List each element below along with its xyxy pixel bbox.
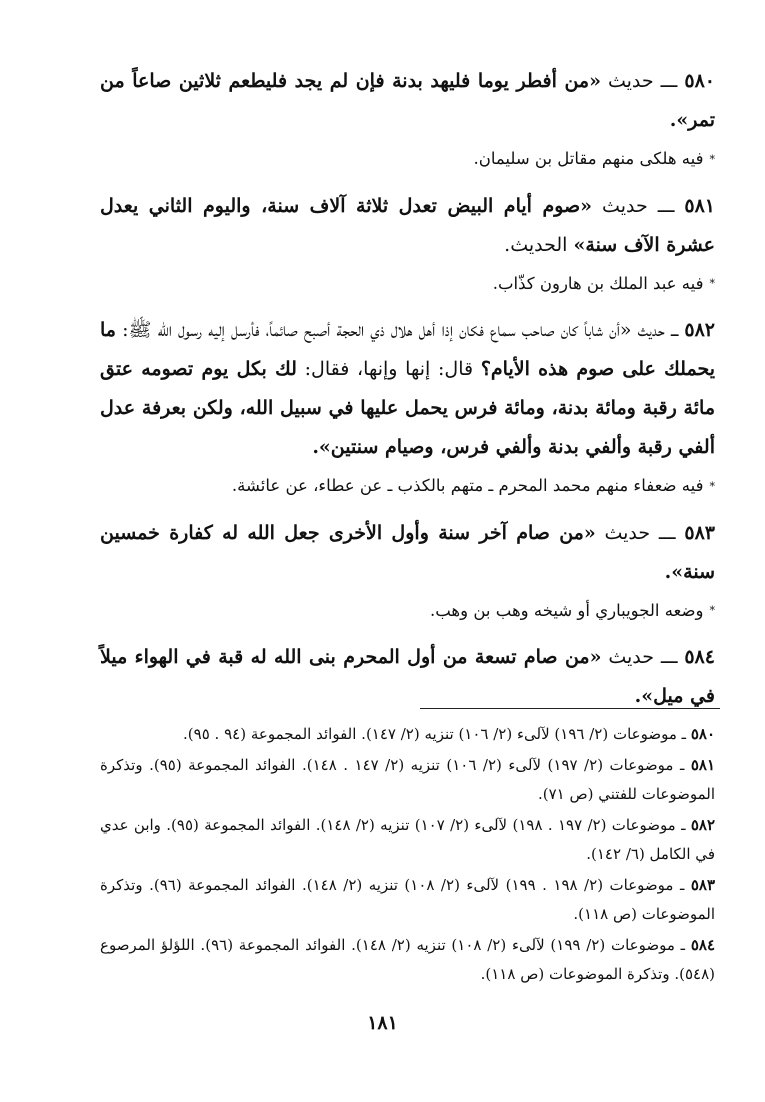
hadith-entry — [100, 62, 715, 175]
footnote-number: ٥٨٢ — [690, 816, 715, 834]
footnote-number: ٥٨١ — [690, 756, 716, 774]
hadith-text: ٥٨٣ ـــ حديث «من صام آخر سنة وأول الأخرى جعل الله له كفارة خمسين سنة». — [100, 521, 715, 583]
footnote — [100, 931, 715, 989]
footnote-text: ـ موضوعات (٢/ ١٩٩) لآلىء (٢/ ١٠٨) تنزيه (٢/ ١٤٨). الفوائد المجموعة (٩٦). اللؤلؤ المرصوع (٥٤٨). وتذكرة الموضوعات (ص ١١٨). — [100, 936, 715, 983]
hadith-note: *وضعه الجويباري أو شيخه وهب بن وهب. — [429, 600, 715, 620]
note-marker: * — [709, 479, 715, 493]
hadith-note: *فيه هلكى منهم مقاتل بن سليمان. — [473, 149, 715, 168]
hadith-number: ٥٨١ — [684, 194, 716, 217]
hadith-number: ٥٨٢ — [684, 319, 716, 341]
main-text — [100, 62, 715, 726]
note-marker: * — [709, 604, 715, 617]
hadith-text: ٥٨١ ـــ حديث «صوم أيام البيض تعدل ثلاثة آلاف سنة، واليوم الثاني يعدل عشرة الآف سنة» الحديث. — [100, 194, 716, 256]
footnote-text: ـ موضوعات (٢/ ١٩٦) لآلىء (٢/ ١٠٦) تنزيه (٢/ ١٤٧). الفوائد المجموعة (٩٤ . ٩٥). — [183, 725, 687, 743]
footnote-divider — [420, 708, 720, 709]
note-marker: * — [709, 152, 715, 166]
footnotes — [100, 720, 715, 991]
hadith-note: *فيه ضعفاء منهم محمد المحرم ـ متهم بالكذب ـ عن عطاء، عن عائشة. — [231, 476, 715, 495]
hadith-text: ٥٨٠ ـــ حديث «من أفطر يوما فليهد بدنة فإن لم يجد فليطعم ثلاثين صاعاً من تمر». — [100, 70, 715, 131]
hadith-note: *فيه عبد الملك بن هارون كذّاب. — [492, 273, 715, 293]
footnote-text: ـ موضوعات (٢/ ١٩٧) لآلىء (٢/ ١٠٦) تنزيه (٢/ ١٤٧ . ١٤٨). الفوائد المجموعة (٩٥). وتذكرة الموضوعات للفتني (ص ٧١). — [100, 756, 715, 803]
hadith-number: ٥٨٣ — [684, 521, 715, 544]
footnote-number: ٥٨٠ — [690, 725, 715, 743]
note-marker: * — [709, 277, 715, 290]
hadith-text: ٥٨٤ ـــ حديث «من صام تسعة من أول المحرم بنى الله له قبة في الهواء ميلاً في ميل». — [100, 646, 715, 707]
footnote-text: ـ موضوعات (٢/ ١٩٧ . ١٩٨) لآلىء (٢/ ١٠٧) تنزيه (٢/ ١٤٨). الفوائد المجموعة (٩٥). وابن عدي في الكامل (٦/ ١٤٢). — [100, 816, 715, 863]
footnote — [100, 751, 715, 809]
hadith-entry — [100, 514, 715, 627]
hadith-entry — [100, 311, 715, 502]
hadith-number: ٥٨٤ — [684, 646, 715, 668]
footnote — [100, 720, 715, 749]
hadith-text: ٥٨٢ ـــ حديث «أن شاباً كان صاحب سماع فكان إذا أهل هلال ذي الحجة أصبح صائماً، فأرسل إليه رسول الله ﷺ: ما يحملك على صوم هذه الأيام؟ قال: إنها وإنها، فقال: لك بكل يوم تصومه عتق مائة رقبة ومائة بدنة، ومائة فرس يحمل عليها في سبيل الله، ولكن بعرفة عدل ألفي رقبة وألفي بدنة وألفي فرس، وصيام سنتين». — [100, 319, 716, 458]
footnote — [100, 811, 715, 869]
footnote-number: ٥٨٣ — [690, 876, 716, 894]
hadith-entry — [100, 638, 715, 716]
footnote-text: ـ موضوعات (٢/ ١٩٨ . ١٩٩) لآلىء (٢/ ١٠٨) تنزيه (٢/ ١٤٨). الفوائد المجموعة (٩٦). وتذكرة الموضوعات (ص ١١٨). — [100, 876, 715, 923]
hadith-entry — [100, 187, 715, 300]
footnote — [100, 871, 715, 929]
hadith-number: ٥٨٠ — [684, 70, 715, 92]
page-number: ١٨١ — [367, 1012, 398, 1034]
footnote-number: ٥٨٤ — [690, 936, 716, 954]
